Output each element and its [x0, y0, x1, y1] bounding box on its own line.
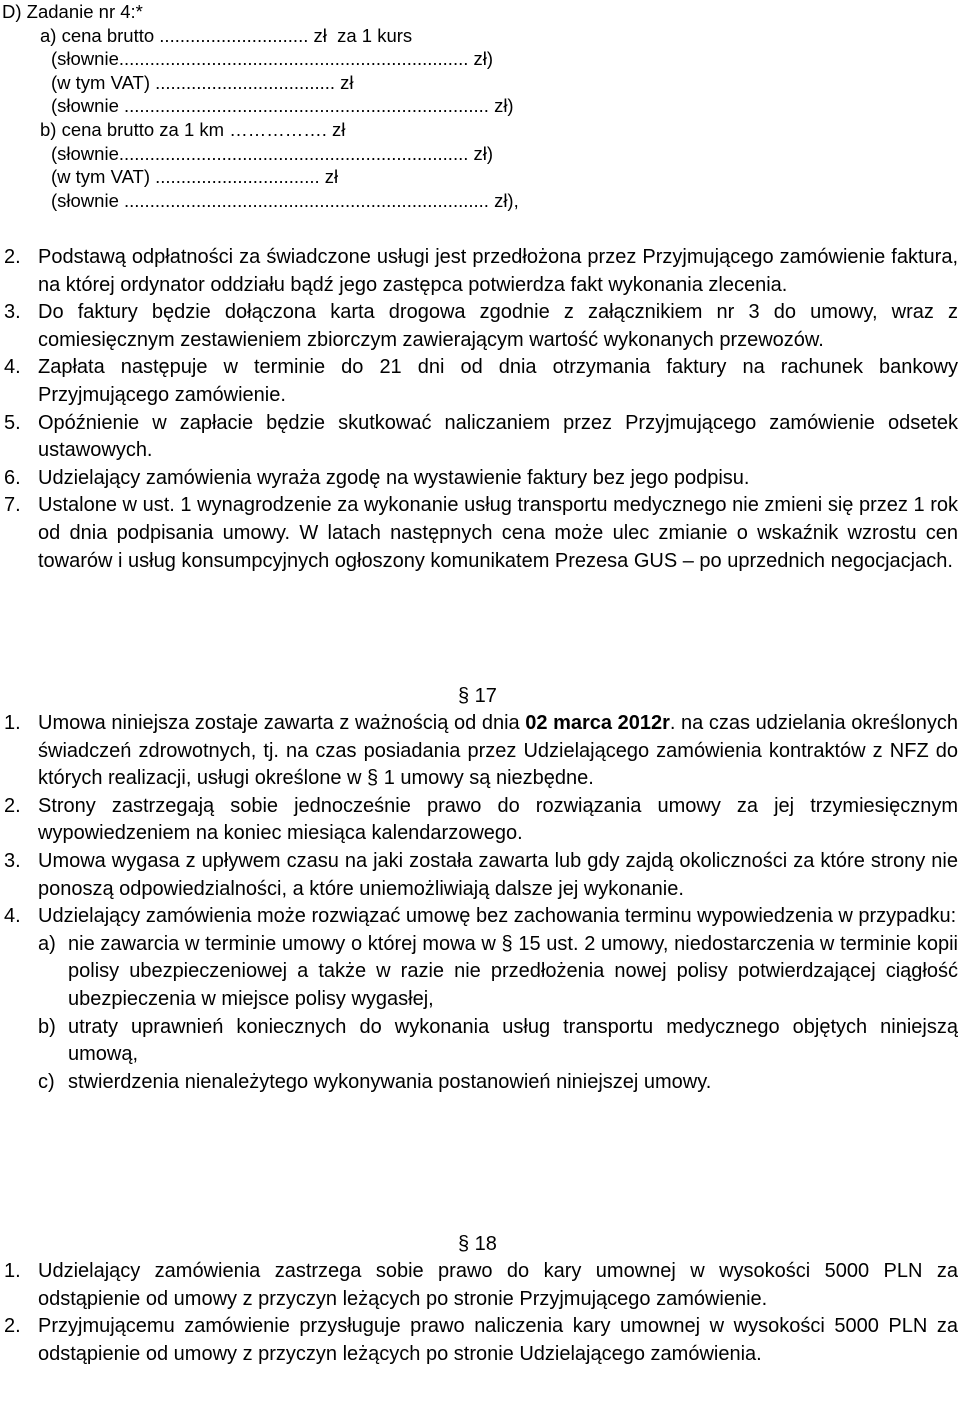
list-item — [0, 793, 958, 848]
form-line-in-words: (słownie.................................................................... zł) — [51, 48, 494, 70]
item-text-part: Umowa niniejsza zostaje zawarta z ważnością od dnia — [38, 712, 526, 734]
section-18-items — [0, 1258, 958, 1368]
sub-list-item — [0, 1014, 958, 1069]
form-line-vat: (w tym VAT) ................................ zł — [51, 166, 339, 188]
item-text: utraty uprawnień koniecznych do wykonania usług transportu medycznego objętych niniejszą umową, — [68, 1015, 958, 1066]
item-number: 3. — [4, 849, 21, 872]
item-number: 1. — [4, 712, 21, 734]
item-number: 5. — [4, 411, 21, 434]
form-line-in-words: (słownie ....................................................................... zł) — [51, 95, 514, 117]
form-line-in-words: (słownie ....................................................................... zł), — [51, 189, 519, 211]
item-text: Umowa wygasa z upływem czasu na jaki została zawarta lub gdy zajdą okoliczności za które strony nie ponoszą odpowiedzialności, a które uniemożliwiają dalsze jej wykonanie. — [38, 849, 958, 900]
section-16-items — [0, 244, 958, 575]
list-item — [0, 465, 958, 493]
task-heading: D) Zadanie nr 4:* — [2, 1, 143, 22]
item-number: 4. — [4, 905, 21, 928]
section-17-items — [0, 710, 958, 1096]
item-text — [38, 710, 958, 793]
form-line-in-words: (słownie.................................................................... zł) — [51, 142, 494, 164]
item-text: Przyjmującemu zamówienie przysługuje prawo naliczenia kary umownej w wysokości 5000 PLN za odstąpienie od umowy z przyczyn leżących po stronie Udzielającego zamówienia. — [38, 1315, 958, 1365]
form-line-gross-price-per-km: b) cena brutto za 1 km ……………. zł — [40, 118, 346, 140]
item-text: Do faktury będzie dołączona karta drogowa zgodnie z załącznikiem nr 3 do umowy, wraz z comiesięcznym zestawieniem zbiorczym zawierającym wartość wykonanych przewozów. — [38, 301, 958, 351]
item-number: 2. — [4, 794, 21, 817]
list-item — [0, 903, 958, 931]
list-item — [0, 410, 958, 465]
item-text: Udzielający zamówienia zastrzega sobie prawo do kary umownej w wysokości 5000 PLN za odstąpienie od umowy z przyczyn leżących po stronie Przyjmującego zamówienie. — [38, 1260, 958, 1310]
item-text: nie zawarcia w terminie umowy o której mowa w § 15 ust. 2 umowy, niedostarczenia w terminie kopii polisy ubezpieczeniowej a także w razie nie przedłożenia nowej polisy potwierdzającej ciągłość ubezpieczenia w miejsce polisy wygasłej, — [68, 932, 958, 1010]
item-number: 1. — [4, 1260, 21, 1282]
list-item — [0, 848, 958, 903]
item-letter: a) — [38, 932, 56, 955]
form-line-gross-price-per-trip: a) cena brutto ............................. zł za 1 kurs — [40, 24, 413, 46]
item-number: 6. — [4, 466, 21, 489]
list-item — [0, 244, 958, 299]
list-item — [0, 492, 958, 575]
item-number: 4. — [4, 356, 21, 379]
list-item — [0, 354, 958, 409]
item-text: Udzielający zamówienia może rozwiązać umowę bez zachowania terminu wypowiedzenia w przypadku: — [38, 905, 957, 928]
item-text: Podstawą odpłatności za świadczone usługi jest przedłożona przez Przyjmującego zamówienie faktura, na której ordynator oddziału bądź jego zastępca potwierdza fakt wykonania zlecenia. — [38, 246, 958, 296]
form-line-vat: (w tym VAT) ................................... zł — [51, 71, 354, 93]
list-item — [0, 1313, 958, 1368]
sub-list-item — [0, 1069, 958, 1097]
item-number: 2. — [4, 246, 21, 268]
list-item — [0, 299, 958, 354]
item-letter: b) — [38, 1015, 56, 1038]
sub-list-item — [0, 931, 958, 1014]
list-item — [0, 1258, 958, 1313]
section-18-title: § 18 — [458, 1233, 497, 1255]
item-text: stwierdzenia nienależytego wykonywania postanowień niniejszej umowy. — [68, 1070, 712, 1093]
item-text-part: . na czas udzielania określonych świadczeń zdrowotnych, tj. na czas posiadania przez Udzielającego zamówienia kontraktów z NFZ do których realizacji, usługi określone w § 1 umowy są niezbędne. — [38, 712, 958, 790]
item-text: Ustalone w ust. 1 wynagrodzenie za wykonanie usług transportu medycznego nie zmieni się przez 1 rok od dnia podpisania umowy. W latach następnych cena może ulec zmianie o wskaźnik wzrostu cen towarów i usług konsumpcyjnych ogłoszony komunikatem Prezesa GUS – po uprzednich negocjacjach. — [38, 494, 958, 572]
item-text: Udzielający zamówienia wyraża zgodę na wystawienie faktury bez jego podpisu. — [38, 466, 750, 489]
list-item — [0, 710, 958, 793]
section-17-title: § 17 — [458, 685, 497, 707]
item-text: Opóźnienie w zapłacie będzie skutkować naliczaniem przez Przyjmującego zamówienie odsetek ustawowych. — [38, 411, 958, 462]
item-number: 7. — [4, 494, 21, 517]
item-text: Zapłata następuje w terminie do 21 dni od dnia otrzymania faktury na rachunek bankowy Przyjmującego zamówienie. — [38, 356, 958, 406]
item-text: Strony zastrzegają sobie jednocześnie prawo do rozwiązania umowy za jej trzymiesięcznym wypowiedzeniem na koniec miesiąca kalendarzowego. — [38, 794, 958, 845]
contract-start-date: 02 marca 2012r — [525, 712, 670, 734]
task-4-form — [0, 0, 519, 212]
item-letter: c) — [38, 1070, 55, 1093]
item-number: 3. — [4, 301, 21, 324]
item-number: 2. — [4, 1315, 21, 1338]
